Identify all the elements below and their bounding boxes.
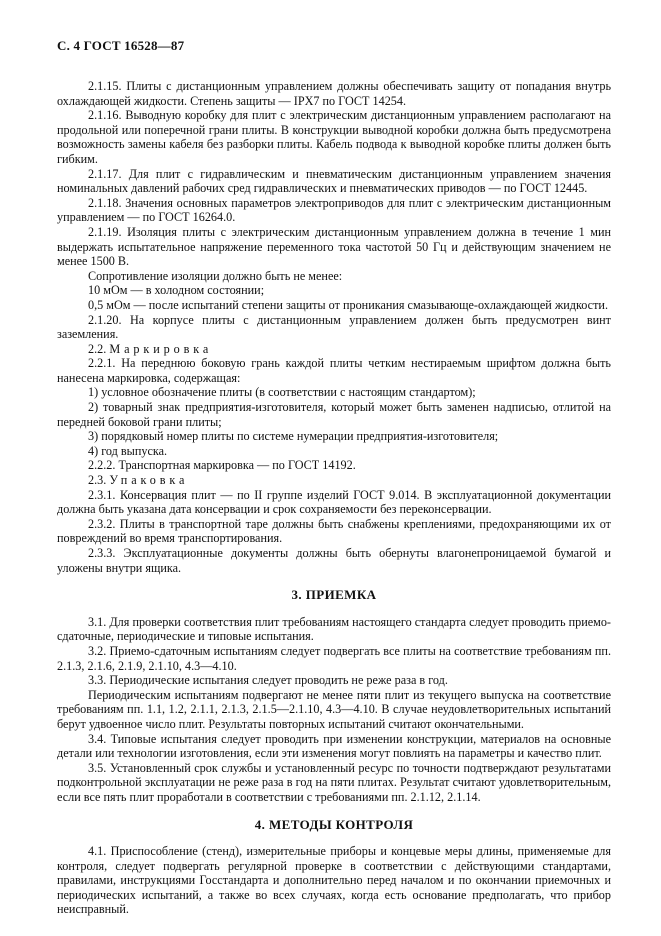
- subsection-number: 2.2.: [88, 341, 110, 356]
- paragraph: 4) год выпуска.: [88, 443, 168, 458]
- section-heading: 3. ПРИЕМКА: [291, 587, 377, 603]
- paragraph: 2) товарный знак предприятия-изготовителя, который может быть заменен надписью, отлитой на передней боковой грани плиты;: [57, 400, 611, 429]
- section-heading: 4. МЕТОДЫ КОНТРОЛЯ: [254, 816, 414, 832]
- paragraph: 3.2. Приемо-сдаточным испытаниям следует подвергать все плиты на соответствие требованиям пп. 2.1.3, 2.1.6, 2.1.9, 2.1.10, 4.3—4.10.: [57, 643, 611, 673]
- paragraph: 3.1. Для проверки соответствия плит требованиям настоящего стандарта следует проводить приемо-сдаточные, периодические и типовые испытания.: [57, 614, 611, 644]
- paragraph: 2.1.18. Значения основных параметров электроприводов для плит с электрическим дистанционным управлением — по ГОСТ 16264.0.: [57, 195, 611, 225]
- page-header-running-title: С. 4 ГОСТ 16528—87: [57, 38, 185, 53]
- paragraph: 3) порядковый номер плиты по системе нумерации предприятия-изготовителя;: [88, 429, 499, 444]
- paragraph: 3.4. Типовые испытания следует проводить при изменении конструкции, материалов на основные детали или технологии изготовления, если эти изменения могут повлиять на параметры и качество плит.: [57, 731, 611, 761]
- paragraph: 2.1.15. Плиты с дистанционным управлением должны обеспечивать защиту от попадания внутрь охлаждающей жидкости. Степень защиты — IPX7 по ГОСТ 14254.: [57, 79, 611, 108]
- paragraph: 2.2.2. Транспортная маркировка — по ГОСТ 14192.: [88, 458, 356, 473]
- paragraph: 2.1.19. Изоляция плиты с электрическим дистанционным управлением должна в течение 1 мин выдержать испытательное напряжение переменного тока частотой 50 Гц и действующим значением не менее 1500 В.: [57, 224, 611, 269]
- paragraph: 2.1.16. Выводную коробку для плит с электрическим дистанционным управлением располагают на продольной или поперечной грани плиты. В конструкции выводной коробки должна быть предусмотрена возможность замены кабеля без разборки плиты. Кабель подвода к выводной коробке плиты должен быть гибким.: [57, 108, 611, 166]
- paragraph: 2.1.20. На корпусе плиты с дистанционным управлением должен быть предусмотрен винт заземления.: [57, 312, 611, 342]
- paragraph: 1) условное обозначение плиты (в соответствии с настоящим стандартом);: [88, 385, 476, 400]
- paragraph: 0,5 мОм — после испытаний степени защиты от проникания смазывающе-охлаждающей жидкости.: [88, 297, 608, 312]
- paragraph: 2.1.17. Для плит с гидравлическим и пневматическим дистанционным управлением значения номинальных давлений рабочих сред гидравлических и пневматических приводов — по ГОСТ 12445.: [57, 166, 611, 196]
- paragraph: 2.3.3. Эксплуатационные документы должны быть обернуты влагонепроницаемой бумагой и уложены внутри ящика.: [57, 546, 611, 575]
- subsection-title: Упаковка: [109, 473, 189, 488]
- paragraph: 2.2.1. На переднюю боковую грань каждой плиты четким нестираемым шрифтом должна быть нанесена маркировка, содержащая:: [57, 356, 611, 385]
- subsection-heading: [57, 342, 611, 357]
- paragraph: Периодическим испытаниям подвергают не менее пяти плит из текущего выпуска на соответствие требованиям пп. 1.1, 1.2, 2.1.1, 2.1.3, 2.1.5—2.1.10, 4.3—4.10. В случае неудовлетворительных испытаний берут удвоенное число плит. Результаты повторных испытаний считают окончательными.: [57, 687, 611, 731]
- paragraph: 4.1. Приспособление (стенд), измерительные приборы и концевые меры длины, применяемые для контроля, следует подвергать регулярной проверке в соответствии с действующими стандартами, правилами, инструкциями Госстандарта и дополнительно перед началом и по окончании приемочных и периодических испытаний, а также во всех случаях, когда есть основание предполагать, что прибор неисправный.: [57, 844, 611, 917]
- subsection-title: Маркировка: [109, 341, 213, 356]
- paragraph: 2.3.2. Плиты в транспортной таре должны быть снабжены креплениями, предохраняющими их от повреждений во время транспортирования.: [57, 516, 611, 546]
- paragraph: 3.3. Периодические испытания следует проводить не реже раза в год.: [88, 673, 448, 688]
- paragraph: Сопротивление изоляции должно быть не менее:: [88, 268, 343, 283]
- subsection-heading: [57, 473, 611, 488]
- paragraph: 2.3.1. Консервация плит — по II группе изделий ГОСТ 9.014. В эксплуатационной документации должна быть указана дата консервации и срок сохраняемости без переконсервации.: [57, 487, 611, 517]
- paragraph: 10 мОм — в холодном состоянии;: [88, 283, 265, 298]
- paragraph: 3.5. Установленный срок службы и установленный ресурс по точности подтверждают результатами подконтрольной эксплуатации не реже раза в год на пяти плитах. Результат считают удовлетворительным, если все пять плит проработали в соответствии с требованиями пп. 2.1.12, 2.1.14.: [57, 760, 611, 804]
- subsection-number: 2.3.: [88, 473, 110, 488]
- document-body: [57, 79, 611, 917]
